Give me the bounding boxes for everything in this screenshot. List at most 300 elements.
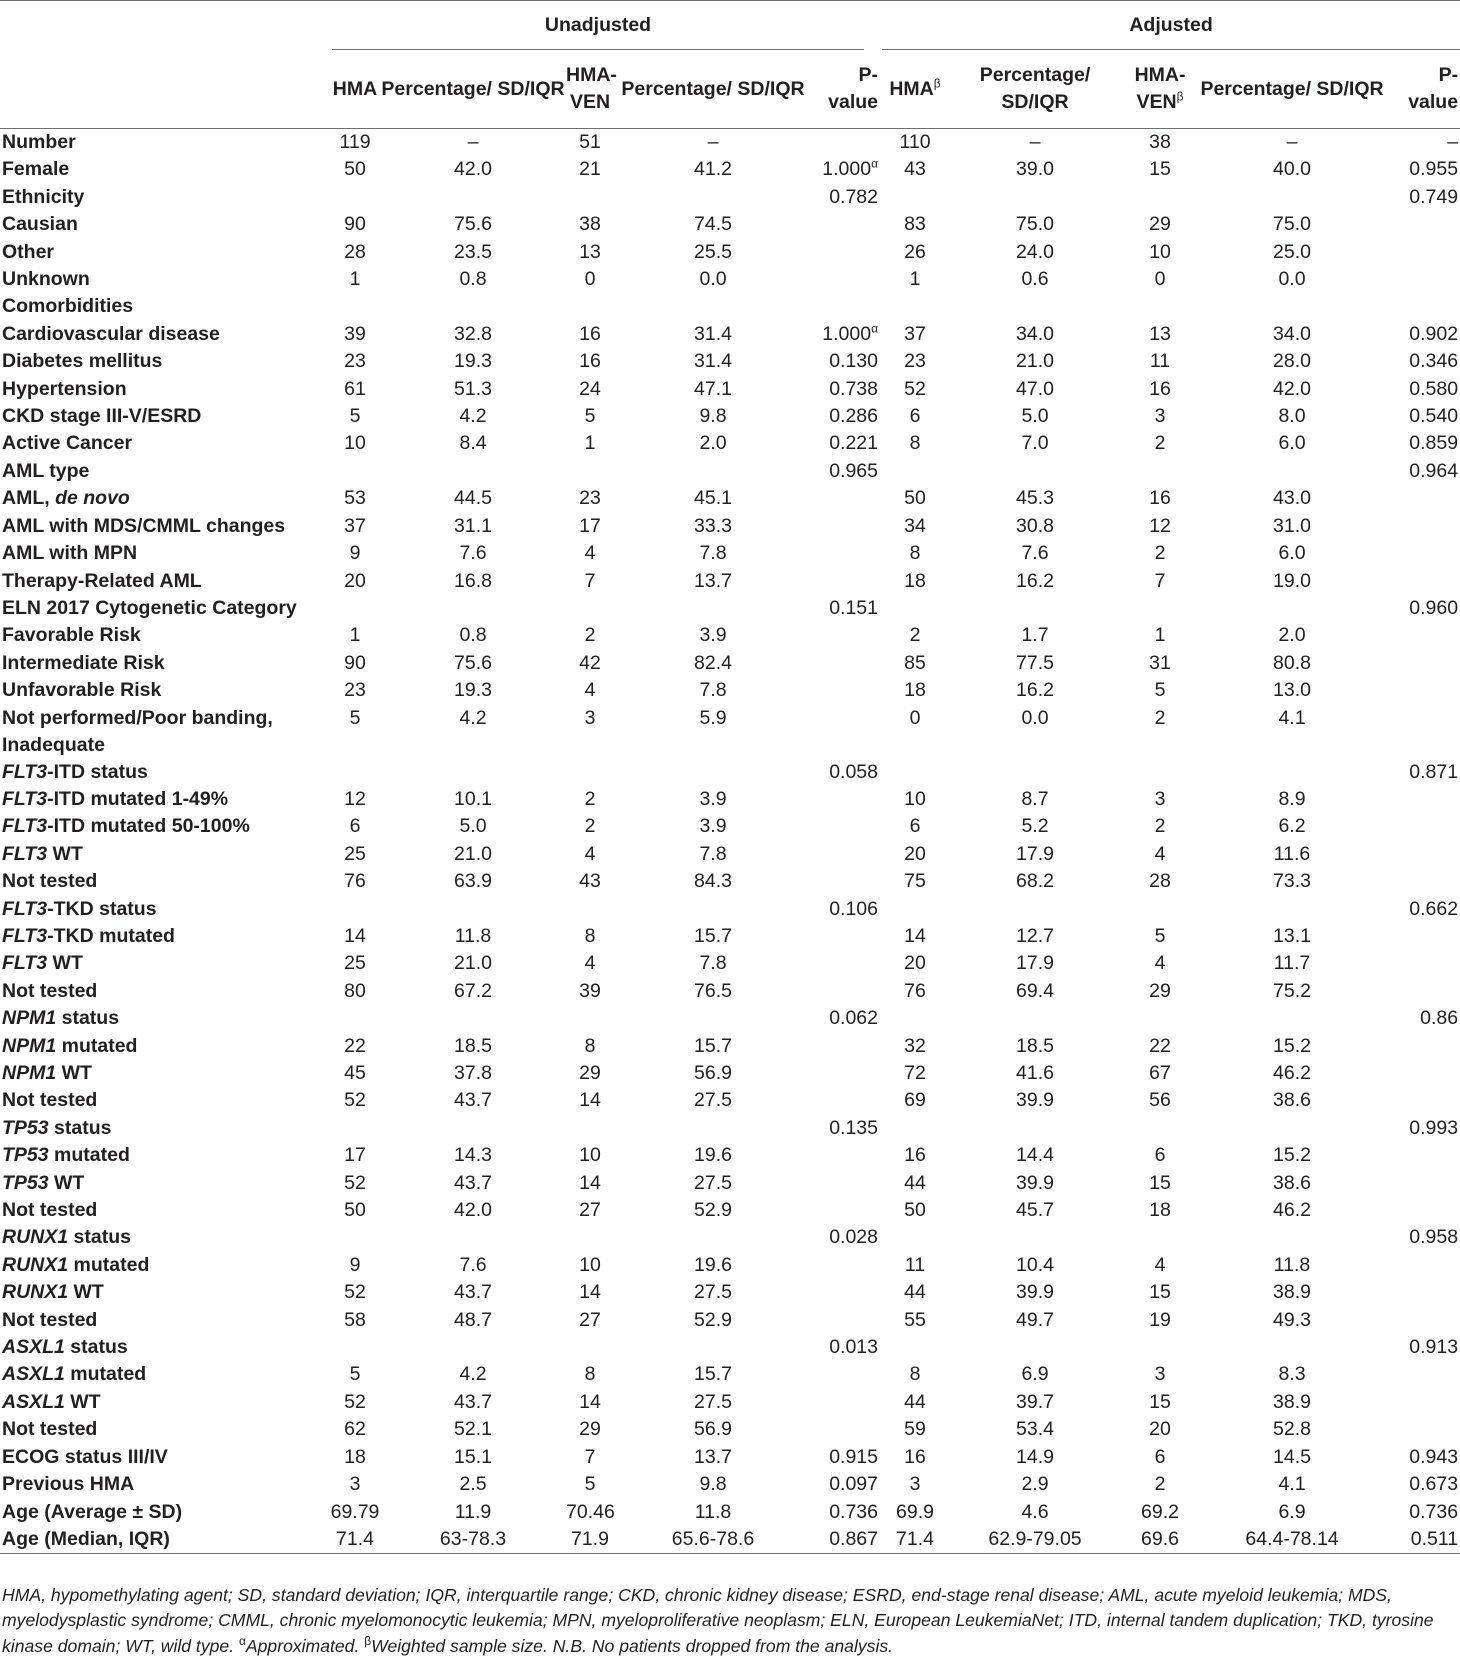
- table-cell: [948, 1087, 1122, 1114]
- table-cell: [882, 211, 948, 238]
- table-cell: [566, 1197, 614, 1224]
- cell-value: 44: [904, 1390, 926, 1413]
- table-cell: [948, 1115, 1122, 1142]
- table-cell: [882, 595, 948, 622]
- cell-value: 0.058: [829, 760, 879, 783]
- beta-mark: β: [364, 1633, 372, 1648]
- table-cell: [380, 1307, 566, 1334]
- table-cell: [330, 1224, 380, 1251]
- table-cell: [882, 1471, 948, 1498]
- row-label: [0, 1224, 330, 1251]
- cell-value: 76: [344, 870, 366, 893]
- table-cell: [882, 841, 948, 868]
- cell-value: 47.1: [694, 377, 732, 400]
- cell-value: 17: [344, 1144, 366, 1167]
- col-pct-1: Percentage/ SD/IQR: [380, 50, 566, 129]
- cell-value: 3.9: [699, 787, 727, 810]
- table-cell: [1386, 868, 1460, 895]
- table-cell: [614, 1170, 812, 1197]
- table-cell: [1386, 1279, 1460, 1306]
- table-cell: [882, 1005, 948, 1032]
- table-cell: [1122, 622, 1198, 649]
- cell-value: 39.9: [1016, 1281, 1054, 1304]
- gene-name: FLT3: [2, 897, 48, 920]
- table-cell: [380, 813, 566, 840]
- cell-value: 44: [904, 1171, 926, 1194]
- table-cell: [1386, 1170, 1460, 1197]
- table-cell: [566, 403, 614, 430]
- cell-value: 69.79: [330, 1500, 380, 1523]
- cell-value: 0.130: [829, 350, 879, 373]
- table-cell: [330, 485, 380, 512]
- cell-value: 0.013: [829, 1336, 879, 1359]
- label-text: mutated: [56, 1034, 138, 1057]
- cell-value: 11.6: [1273, 842, 1311, 865]
- cell-value: 0.106: [829, 897, 879, 920]
- table-cell: [1386, 622, 1460, 649]
- table-cell: [1122, 266, 1198, 293]
- table-cell: [566, 458, 614, 485]
- label-text: WT: [47, 842, 83, 865]
- table-cell: [1198, 923, 1386, 950]
- gene-name: FLT3: [2, 842, 48, 865]
- table-cell: [948, 1060, 1122, 1087]
- col-hmaven-adj: HMA- $VEN^\beta$: [1122, 50, 1198, 129]
- row-label: [0, 376, 330, 403]
- table-cell: [1386, 568, 1460, 595]
- table-cell: [1386, 1115, 1460, 1142]
- table-cell: [614, 1279, 812, 1306]
- cell-value: 50: [904, 1199, 926, 1222]
- cell-value: 0.286: [829, 405, 879, 428]
- cell-value: 0.913: [1409, 1336, 1459, 1359]
- row-label: [0, 1170, 330, 1197]
- cell-value: 5: [349, 706, 361, 729]
- cell-value: 63.9: [454, 870, 492, 893]
- table-cell: [1386, 1252, 1460, 1279]
- cell-value: 0.738: [829, 377, 879, 400]
- cell-value: 6: [349, 815, 361, 838]
- cell-value: 2: [1154, 1473, 1166, 1496]
- label-text: AML with MPN: [2, 542, 138, 565]
- table-row: [0, 293, 1460, 320]
- cell-value: 27: [579, 1308, 601, 1331]
- cell-value: 43.7: [454, 1089, 492, 1112]
- table-cell: [614, 403, 812, 430]
- table-cell: [566, 376, 614, 403]
- cell-value: 22: [344, 1034, 366, 1057]
- table-row: [0, 376, 1460, 403]
- table-cell: [566, 293, 614, 320]
- table-row: [0, 239, 1460, 266]
- label-text: WT: [48, 1171, 85, 1194]
- cell-value: 67: [1149, 1062, 1171, 1084]
- cell-value: 24.0: [1016, 240, 1054, 263]
- row-label: [0, 1033, 330, 1060]
- table-cell: [566, 1526, 614, 1554]
- table-cell: [614, 868, 812, 895]
- table-cell: [1386, 650, 1460, 677]
- cell-value: 11.8: [1273, 1253, 1311, 1276]
- cell-value: 10: [344, 432, 366, 455]
- cell-value: 3: [1154, 787, 1166, 810]
- cell-value: 16.2: [1016, 569, 1054, 592]
- cell-value: 10: [579, 1253, 601, 1276]
- cell-value: 56.9: [694, 1418, 732, 1441]
- cell-value: 75.6: [454, 651, 492, 674]
- table-cell: [1386, 841, 1460, 868]
- cell-value: 0.8: [459, 624, 487, 647]
- table-cell: [948, 759, 1122, 786]
- table-cell: [330, 239, 380, 266]
- cell-value: 74.5: [694, 213, 732, 236]
- row-label: [0, 786, 330, 813]
- table-cell: [948, 321, 1122, 348]
- cell-value: 20: [904, 842, 926, 865]
- table-cell: [1122, 513, 1198, 540]
- table-cell: [1122, 1197, 1198, 1224]
- cell-value: 5: [349, 1363, 361, 1386]
- table-cell: [566, 1499, 614, 1526]
- table-cell: [380, 1389, 566, 1416]
- row-label: [0, 1361, 330, 1388]
- table-cell: [1386, 978, 1460, 1005]
- cell-value: 15.7: [694, 924, 732, 947]
- cell-value: 39.9: [1016, 1089, 1054, 1112]
- table-cell: [812, 1499, 882, 1526]
- cell-value: 0.736: [1409, 1500, 1459, 1523]
- table-footnote: [2, 1583, 1457, 1659]
- table-cell: [1386, 705, 1460, 759]
- cell-value: –: [1029, 131, 1041, 153]
- table-cell: [1198, 1334, 1386, 1361]
- table-cell: [1122, 239, 1198, 266]
- table-cell: [1198, 184, 1386, 211]
- table-cell: [330, 1526, 380, 1554]
- cell-value: 49.7: [1016, 1308, 1054, 1331]
- row-label: [0, 156, 330, 183]
- table-cell: [1198, 239, 1386, 266]
- table-cell: [882, 1142, 948, 1169]
- table-cell: [614, 1471, 812, 1498]
- table-cell: [812, 1526, 882, 1554]
- table-cell: [1122, 376, 1198, 403]
- table-cell: [1386, 595, 1460, 622]
- table-cell: [1198, 1115, 1386, 1142]
- cell-value: 27.5: [694, 1390, 732, 1413]
- table-cell: [812, 677, 882, 704]
- cell-value: 3.9: [699, 624, 727, 647]
- cell-value: 43.0: [1273, 487, 1311, 510]
- table-row: [0, 786, 1460, 813]
- cell-value: 31.1: [454, 514, 492, 537]
- table-cell: [566, 568, 614, 595]
- cell-value: 7.8: [699, 679, 727, 702]
- cell-value: 25: [344, 952, 366, 975]
- row-label: [0, 348, 330, 375]
- cell-value: 27.5: [694, 1171, 732, 1194]
- table-cell: [1386, 1499, 1460, 1526]
- cell-value: 2: [1154, 706, 1166, 729]
- cell-value: 3.9: [699, 815, 727, 838]
- label-text: AML,: [2, 487, 56, 510]
- table-cell: [1122, 813, 1198, 840]
- gene-name: TP53: [2, 1171, 49, 1194]
- cell-value: 4.2: [459, 706, 487, 729]
- table-row: [0, 595, 1460, 622]
- gene-name: RUNX1: [2, 1253, 69, 1276]
- table-cell: [614, 1005, 812, 1032]
- table-row: [0, 1142, 1460, 1169]
- table-cell: [614, 1197, 812, 1224]
- row-label: [0, 513, 330, 540]
- row-label: [0, 1252, 330, 1279]
- table-cell: [882, 677, 948, 704]
- cell-value: 23: [904, 350, 926, 373]
- table-cell: [1198, 759, 1386, 786]
- table-row: [0, 813, 1460, 840]
- table-cell: [1386, 239, 1460, 266]
- gene-name: NPM1: [2, 1062, 57, 1084]
- cell-value: 17.9: [1016, 952, 1054, 975]
- table-row: [0, 705, 1460, 759]
- cell-value: 0: [1154, 268, 1166, 291]
- table-cell: [812, 1279, 882, 1306]
- table-cell: [614, 1224, 812, 1251]
- cell-value: 5: [1154, 924, 1166, 947]
- table-cell: [614, 1060, 812, 1087]
- table-cell: [1386, 485, 1460, 512]
- cell-value: 0.902: [1409, 322, 1459, 345]
- cell-value: 0.871: [1409, 760, 1459, 783]
- cell-value: 0.221: [829, 432, 879, 455]
- table-cell: [566, 1060, 614, 1087]
- row-label: [0, 485, 330, 512]
- cell-value: 45.1: [694, 487, 732, 510]
- table-cell: [380, 978, 566, 1005]
- cell-value: 9: [349, 542, 361, 565]
- cell-value: 25: [344, 842, 366, 865]
- cell-value: 23: [579, 487, 601, 510]
- table-cell: [1198, 595, 1386, 622]
- cell-value: 13: [1149, 322, 1171, 345]
- cell-value: 69.6: [1141, 1527, 1179, 1550]
- table-cell: [1198, 813, 1386, 840]
- cell-value: 29: [1149, 213, 1171, 236]
- table-cell: [614, 321, 812, 348]
- table-cell: [1122, 1005, 1198, 1032]
- table-cell: [614, 1307, 812, 1334]
- cell-value: 16.2: [1016, 679, 1054, 702]
- table-cell: [566, 650, 614, 677]
- cell-value: 0.8: [459, 268, 487, 291]
- table-cell: [614, 1416, 812, 1443]
- table-row: [0, 1033, 1460, 1060]
- table-cell: [948, 1307, 1122, 1334]
- label-text: mutated: [64, 1363, 147, 1386]
- table-cell: [566, 923, 614, 950]
- table-cell: [1122, 1389, 1198, 1416]
- table-cell: [1386, 1197, 1460, 1224]
- table-cell: [812, 1060, 882, 1087]
- cell-value: 52: [344, 1281, 366, 1304]
- table-cell: [1198, 1444, 1386, 1471]
- row-label: [0, 1197, 330, 1224]
- table-cell: [882, 868, 948, 895]
- table-cell: [948, 841, 1122, 868]
- cell-value: 6: [909, 815, 921, 838]
- table-cell: [614, 786, 812, 813]
- cell-value: 45.7: [1016, 1199, 1054, 1222]
- table-cell: [1198, 1471, 1386, 1498]
- cell-value: 11.7: [1273, 952, 1311, 975]
- table-row: [0, 184, 1460, 211]
- table-cell: [812, 1416, 882, 1443]
- table-cell: [882, 376, 948, 403]
- table-cell: [1386, 1142, 1460, 1169]
- label-text: Not tested: [2, 1089, 98, 1112]
- footnote-text: HMA, hypomethylating agent; SD, standard deviation; IQR, interquartile range; CKD, chronic kidney disease; ESRD, end-stage renal disease; AML, acute myeloid leukemia; MDS, myelodysplastic syndrome; CMML, chronic myelomonocytic leukemia; MPN, myeloproliferative neoplasm; ELN, European LeukemiaNet; ITD, internal tandem duplication; TKD, tyrosine kinase domain; WT, wild type.: [2, 1585, 1434, 1656]
- cell-value: 5: [584, 1473, 596, 1496]
- cell-value: 26: [904, 240, 926, 263]
- cell-value: 6.0: [1278, 542, 1306, 565]
- table-cell: [566, 868, 614, 895]
- table-cell: [882, 1334, 948, 1361]
- table-cell: [1122, 923, 1198, 950]
- table-cell: [566, 841, 614, 868]
- table-cell: [380, 1361, 566, 1388]
- cell-value: 15: [1149, 1281, 1171, 1304]
- table-cell: [330, 266, 380, 293]
- table-cell: [882, 1033, 948, 1060]
- table-cell: [380, 1526, 566, 1554]
- table-cell: [948, 376, 1122, 403]
- cell-value: 39.0: [1016, 158, 1054, 181]
- cell-value: 16: [1149, 487, 1171, 510]
- row-label: [0, 1087, 330, 1114]
- cell-value: 23: [344, 350, 366, 373]
- cell-value: 15: [1149, 1171, 1171, 1194]
- table-cell: [812, 1334, 882, 1361]
- cell-value: 38.9: [1273, 1390, 1311, 1413]
- table-cell: [1198, 1252, 1386, 1279]
- table-cell: [948, 458, 1122, 485]
- cell-value: 28: [344, 240, 366, 263]
- cell-value: 18: [904, 679, 926, 702]
- label-text: AML type: [2, 459, 90, 482]
- col-hma-adj: $HMA^\beta$: [882, 50, 948, 129]
- table-cell: [380, 348, 566, 375]
- cell-value: 41.6: [1016, 1062, 1054, 1084]
- label-text: WT: [68, 1281, 104, 1304]
- cell-value: 13.7: [694, 1445, 732, 1468]
- cell-value: 19: [1149, 1308, 1171, 1331]
- label-text: Intermediate Risk: [2, 651, 165, 674]
- cell-value: 7.6: [459, 542, 487, 565]
- cell-value: 0: [584, 268, 596, 291]
- table-cell: [1386, 1334, 1460, 1361]
- table-cell: [566, 813, 614, 840]
- cell-value: 38.9: [1273, 1281, 1311, 1304]
- table-row: [0, 568, 1460, 595]
- cell-value: 84.3: [694, 870, 732, 893]
- cell-value: 8: [584, 924, 596, 947]
- table-row: [0, 677, 1460, 704]
- table-cell: [566, 1142, 614, 1169]
- table-cell: [330, 595, 380, 622]
- table-cell: [1198, 1087, 1386, 1114]
- table-cell: [614, 458, 812, 485]
- table-cell: [614, 156, 812, 183]
- table-cell: [812, 568, 882, 595]
- table-cell: [882, 622, 948, 649]
- cell-value: 8.3: [1278, 1363, 1306, 1386]
- table-cell: [882, 1170, 948, 1197]
- table-cell: [882, 1252, 948, 1279]
- table-row: [0, 1252, 1460, 1279]
- table-cell: [812, 266, 882, 293]
- cell-value: 75.0: [1016, 213, 1054, 236]
- cell-value: 1: [909, 268, 921, 291]
- table-cell: [380, 376, 566, 403]
- cell-value: 2: [1154, 542, 1166, 565]
- cell-value: 16: [579, 322, 601, 345]
- table-cell: [330, 1499, 380, 1526]
- cell-value: 2: [584, 815, 596, 838]
- table-cell: [330, 348, 380, 375]
- table-cell: [614, 348, 812, 375]
- cell-value: 4.1: [1278, 706, 1306, 729]
- label-text: status: [64, 1336, 128, 1359]
- table-cell: [614, 1142, 812, 1169]
- table-cell: [380, 1087, 566, 1114]
- label-text: -ITD mutated 1-49%: [47, 787, 229, 810]
- table-cell: [566, 1033, 614, 1060]
- table-cell: [330, 1279, 380, 1306]
- cell-value: 1.7: [1021, 624, 1049, 647]
- table-cell: [1122, 540, 1198, 567]
- table-cell: [882, 430, 948, 457]
- table-cell: [380, 1416, 566, 1443]
- table-cell: [1198, 348, 1386, 375]
- cell-value: 4.6: [1021, 1500, 1049, 1523]
- cell-value: 18: [344, 1445, 366, 1468]
- table-cell: [614, 650, 812, 677]
- table-cell: [380, 485, 566, 512]
- cell-value: 37.8: [454, 1062, 492, 1084]
- cell-value: 37: [904, 322, 926, 345]
- cell-value: 11.8: [454, 924, 492, 947]
- label-text: Not tested: [2, 1199, 98, 1222]
- table-row: [0, 759, 1460, 786]
- alpha-mark: α: [238, 1633, 246, 1648]
- col-pvalue-1: P- value: [812, 50, 882, 129]
- table-cell: [380, 650, 566, 677]
- gene-name: ASXL1: [2, 1363, 65, 1386]
- cell-value: 56.9: [694, 1062, 732, 1084]
- cell-value: 70.46: [566, 1500, 615, 1523]
- label-text: CKD stage III-V/ESRD: [2, 405, 202, 428]
- table-cell: [1386, 813, 1460, 840]
- table-cell: [1122, 759, 1198, 786]
- label-text: Not tested: [2, 979, 98, 1002]
- cell-value: 29: [579, 1418, 601, 1441]
- cell-value: 45: [344, 1062, 366, 1084]
- table-row: [0, 923, 1460, 950]
- footnote-beta: Weighted sample size. N.B. No patients dropped from the analysis.: [371, 1635, 894, 1656]
- table-cell: [948, 622, 1122, 649]
- cell-value: 12: [344, 787, 366, 810]
